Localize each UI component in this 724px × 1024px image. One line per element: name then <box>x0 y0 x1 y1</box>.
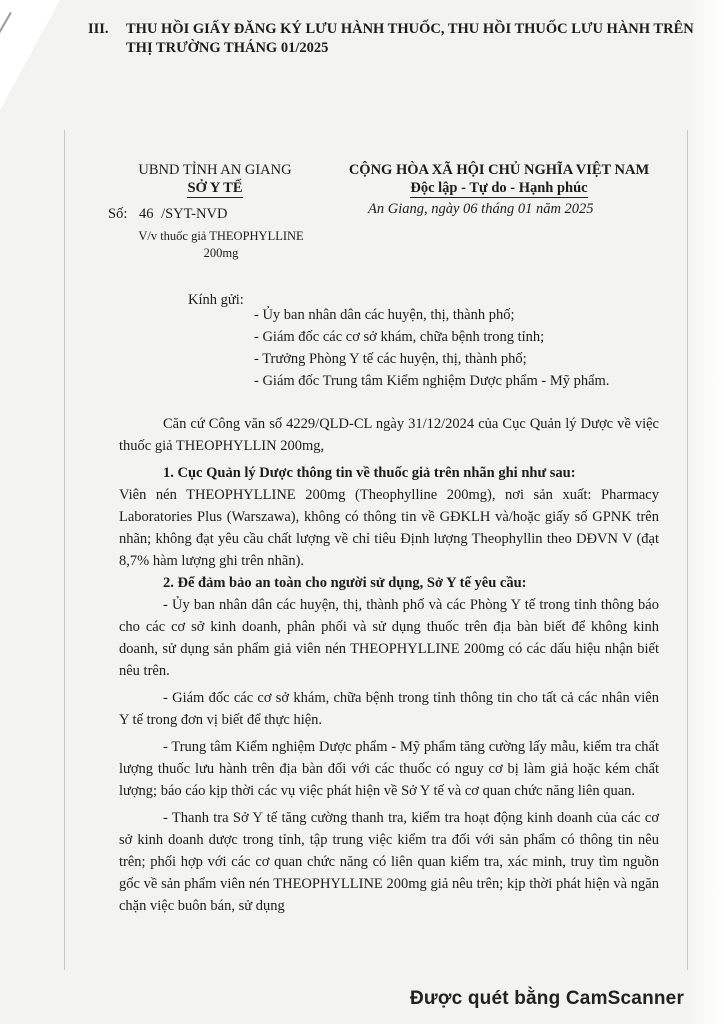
doc-no-value: 46 <box>138 206 154 222</box>
subject-line-1: V/v thuốc giả THEOPHYLLINE <box>138 229 304 243</box>
camscanner-watermark: Được quét bằng CamScanner <box>410 988 685 1009</box>
doc-no-suffix: /SYT-NVD <box>161 206 228 222</box>
subject-block <box>116 228 326 262</box>
document-body <box>119 413 659 917</box>
agency-name: UBND TỈNH AN GIANG <box>138 162 292 178</box>
requirement-paragraph: - Trung tâm Kiểm nghiệm Dược phẩm - Mỹ phẩm tăng cường lấy mẫu, kiểm tra chất lượng thuốc lưu hành trên địa bàn đối với các thuốc có nguy cơ bị làm giả hoặc kém chất lượng; báo cáo kịp thời các vụ việc phát hiện về Sở Y tế và cơ quan chức năng liên quan. <box>119 739 659 799</box>
section-1-text: Viên nén THEOPHYLLINE 200mg (Theophylline 200mg), nơi sản xuất: Pharmacy Laboratories Plus (Warszawa), không có thông tin về GĐKLH và/hoặc giấy số GPNK trên nhãn; không đạt yêu cầu chất lượng về chỉ tiêu Định lượng Theophyllin theo DĐVN V (đạt 8,7% hàm lượng ghi trên nhãn). <box>119 487 659 569</box>
intro-paragraph: Căn cứ Công văn số 4229/QLD-CL ngày 31/12/2024 của Cục Quản lý Dược về việc thuốc giả THEOPHYLLIN 200mg, <box>119 416 659 454</box>
section-1-title: 1. Cục Quản lý Dược thông tin về thuốc giả trên nhãn ghi như sau: <box>163 465 576 481</box>
national-motto: Độc lập - Tự do - Hạnh phúc <box>410 180 588 196</box>
requirement-paragraph: - Ủy ban nhân dân các huyện, thị, thành phố và các Phòng Y tế trong tỉnh thông báo cho các cơ sở kinh doanh, phân phối và sử dụng thuốc trên địa bàn biết để không kinh doanh, sử dụng sản phẩm giả viên nén THEOPHYLLINE 200mg có các dấu hiệu nhận biết nêu trên. <box>119 597 659 679</box>
recipients-list <box>254 304 609 392</box>
document-number <box>108 206 227 223</box>
subject-line-2: 200mg <box>203 246 239 260</box>
nation-title: CỘNG HÒA XÃ HỘI CHỦ NGHĨA VIỆT NAM <box>348 162 650 178</box>
requirement-paragraph: - Giám đốc các cơ sở khám, chữa bệnh trong tỉnh thông tin cho tất cả các nhân viên Y tế trong đơn vị biết để thực hiện. <box>119 690 659 728</box>
recipients-label: Kính gửi: <box>188 292 244 308</box>
page-edge <box>686 0 724 1024</box>
department-name: SỞ Y TẾ <box>187 180 243 196</box>
recipient-item: - Giám đốc Trung tâm Kiểm nghiệm Dược phẩm - Mỹ phẩm. <box>254 373 610 389</box>
recipient-item: - Trưởng Phòng Y tế các huyện, thị, thành phố; <box>254 351 527 367</box>
requirement-paragraph: - Thanh tra Sở Y tế tăng cường thanh tra, kiểm tra hoạt động kinh doanh của các cơ sở kinh doanh dược trong tỉnh, tập trung việc kiểm tra đối với sản phẩm có thông tin nêu trên; phối hợp với các cơ quan chức năng có liên quan kiểm tra, xác minh, truy tìm nguồn gốc về sản phẩm viên nén THEOPHYLLINE 200mg giả nêu trên; kịp thời phát hiện và ngăn chặn việc buôn bán, sử dụng <box>119 810 659 914</box>
section-2-title: 2. Để đảm bảo an toàn cho người sử dụng, Sở Y tế yêu cầu: <box>163 575 527 591</box>
recipient-item: - Giám đốc các cơ sở khám, chữa bệnh trong tỉnh; <box>254 329 545 345</box>
recipient-item: - Ủy ban nhân dân các huyện, thị, thành phố; <box>254 307 515 323</box>
issuer-block <box>90 161 340 198</box>
national-header <box>334 161 664 198</box>
section-number: III. <box>88 21 109 37</box>
issue-date: An Giang, ngày 06 tháng 01 năm 2025 <box>368 201 594 217</box>
doc-no-label: Số: <box>108 206 128 222</box>
section-title: THU HỒI GIẤY ĐĂNG KÝ LƯU HÀNH THUỐC, THU HỒI THUỐC LƯU HÀNH TRÊN THỊ TRƯỜNG THÁNG 01/2025 <box>126 21 694 56</box>
